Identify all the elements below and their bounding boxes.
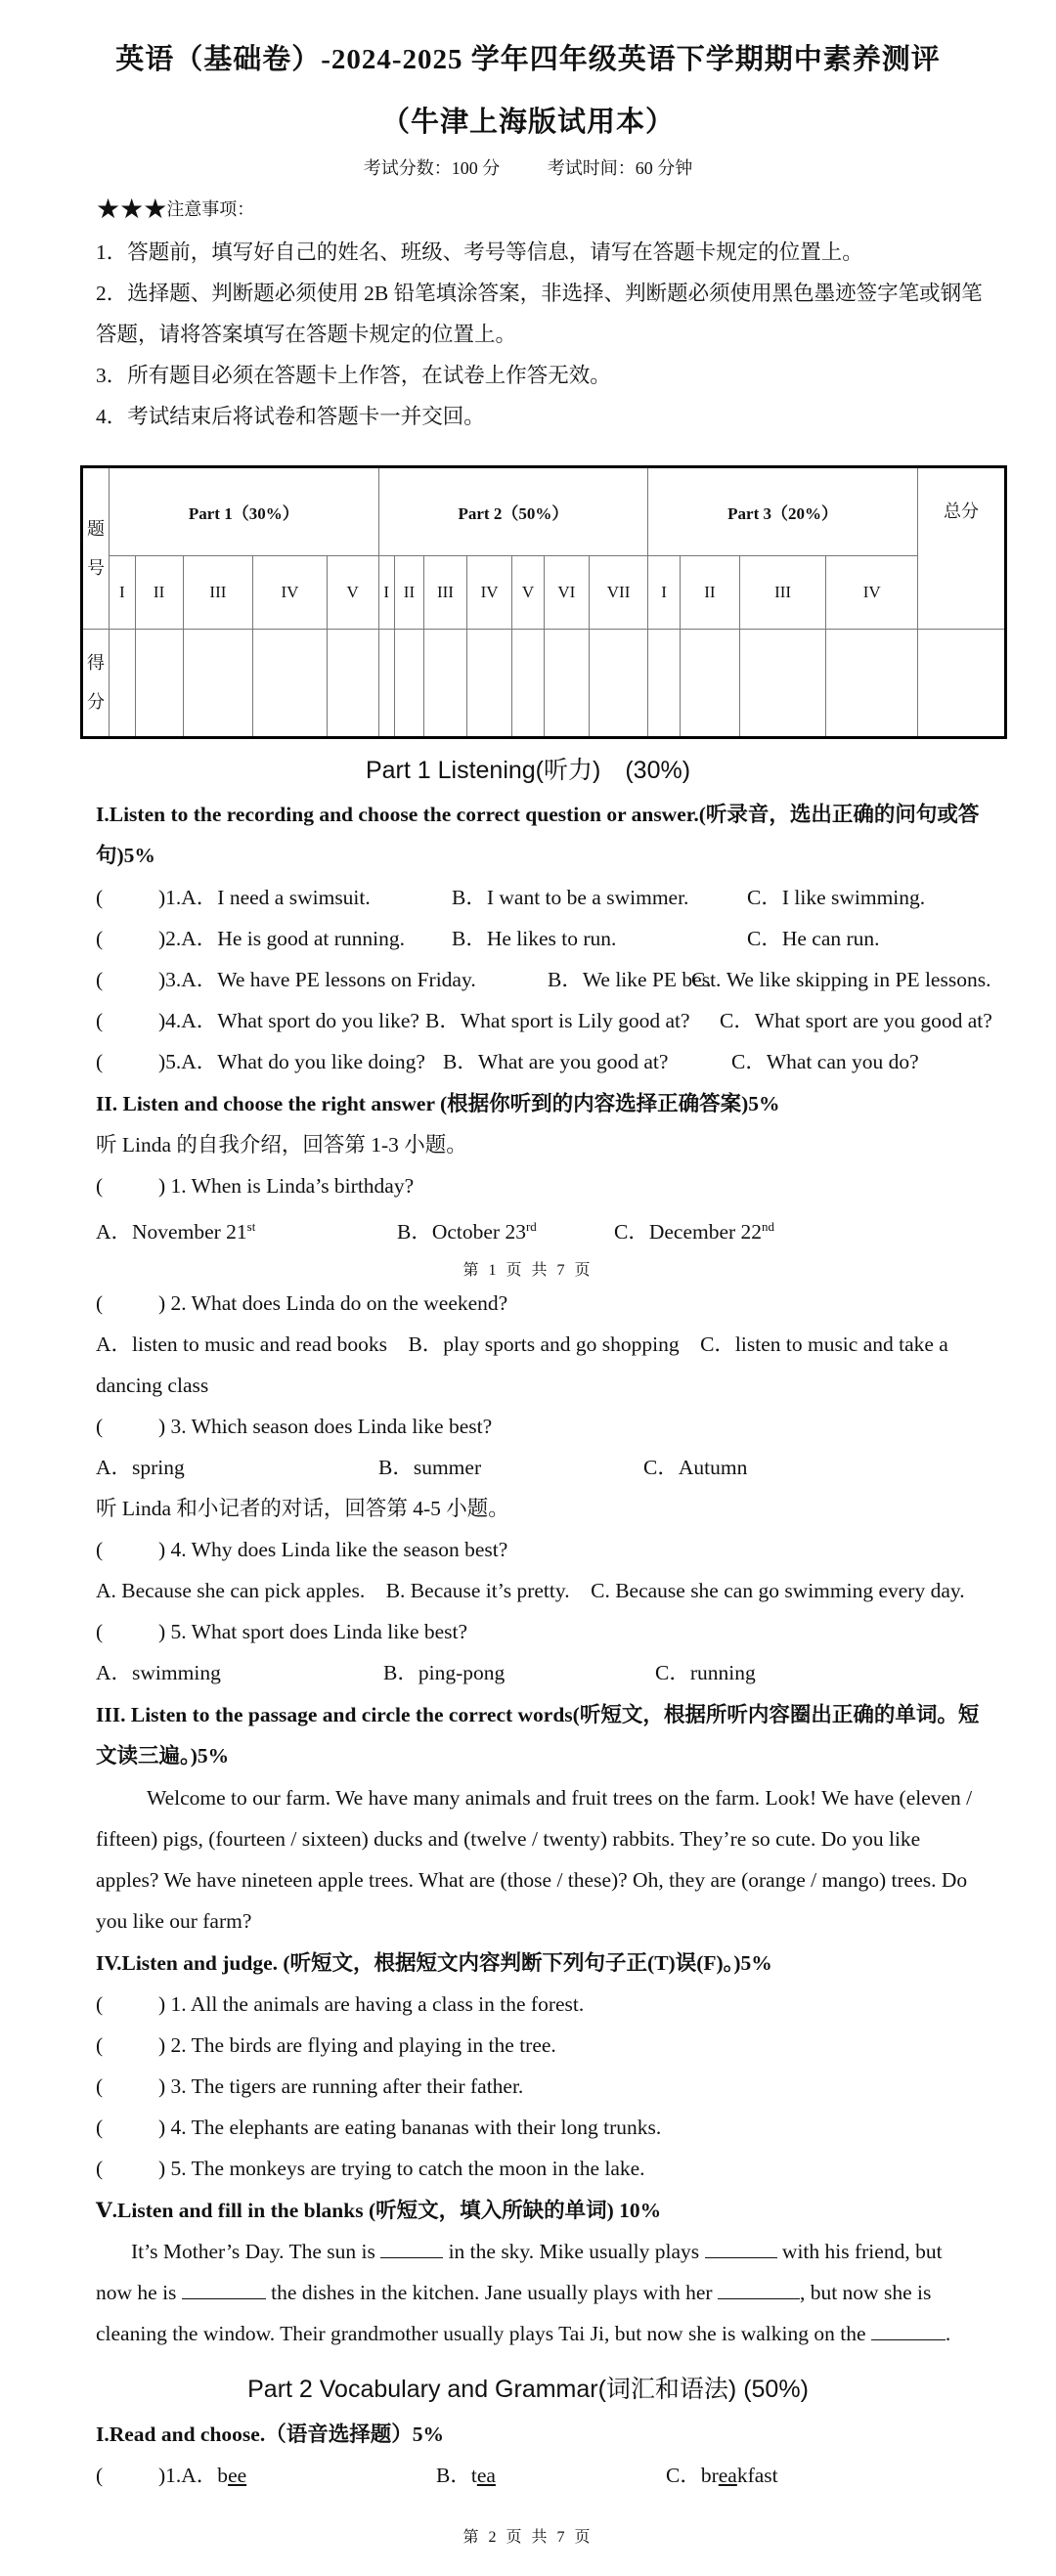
score-cell [253, 629, 327, 737]
score-table [80, 465, 1007, 739]
blank[interactable] [718, 2281, 800, 2299]
question-row [96, 1412, 999, 1441]
answer-paren: ( [96, 1538, 104, 1561]
option-b [397, 1212, 537, 1246]
fill-text: It’s Mother’s Day. The sun is [131, 2240, 375, 2263]
option-c: C．I like swimming. [747, 886, 926, 909]
option-c: C．Autumn [643, 1456, 748, 1479]
option-b: B．What are you good at? [443, 1050, 669, 1073]
fill-line [96, 2278, 999, 2307]
col-header: IV [253, 555, 327, 629]
statement-text: ) 4. The elephants are eating bananas with their long trunks. [158, 2116, 662, 2139]
option-text: C．br [666, 2464, 719, 2487]
answer-paren: ( [96, 2074, 104, 2098]
col-header: V [512, 555, 544, 629]
section3-title: III. Listen to the passage and circle the correct words(听短文，根据所听内容圈出正确的单词。短 [96, 1703, 980, 1726]
option-c [614, 1212, 774, 1246]
option-c: C．What can you do? [731, 1050, 919, 1073]
question-text: ) 3. Which season does Linda like best? [158, 1415, 493, 1438]
option-a: )4.A．What sport do you like? [158, 1009, 419, 1032]
option-a: )1.A．b [158, 2464, 229, 2487]
answer-paren: ( [96, 1050, 104, 1073]
exam-meta [0, 154, 1056, 180]
question-text: ) 4. Why does Linda like the season best? [158, 1538, 508, 1561]
part1-header: Part 1（30%） [110, 467, 379, 556]
part3-header: Part 3（20%） [648, 467, 918, 556]
score-cell [110, 629, 136, 737]
col-header: VII [589, 555, 647, 629]
option-b: B．What sport is Lily good at? [425, 1009, 690, 1032]
options-row: A．listen to music and read books B．play sports and go shopping C．listen to music and take a [96, 1332, 948, 1356]
judge-row [96, 1989, 999, 2019]
option-b [436, 2461, 496, 2490]
tihao-cell: 题号 [82, 467, 110, 630]
total-header: 总分 [918, 467, 1006, 630]
option-a: )1.A．I need a swimsuit. [158, 886, 371, 909]
notice-item: 2．选择题、判断题必须使用 2B 铅笔填涂答案，非选择、判断题必须使用黑色墨迹签字笔或钢笔 [96, 282, 983, 305]
question-row [96, 1288, 999, 1318]
fill-text: the dishes in the kitchen. Jane usually plays with her [271, 2281, 713, 2304]
section1-title: I.Listen to the recording and choose the correct question or answer.(听录音，选出正确的问句或答 [96, 803, 980, 826]
option-b: B．I want to be a swimmer. [452, 886, 689, 909]
question-row [96, 883, 999, 912]
question-row [96, 1535, 999, 1564]
part2-header: Part 2（50%） [378, 467, 648, 556]
options-row [96, 1658, 999, 1687]
passage-line: fifteen) pigs, (fourteen / sixteen) ducks and (twelve / twenty) rabbits. They’re so cute. Do you like [96, 1827, 921, 1851]
options-row [96, 1212, 999, 1246]
underlined-letters: ea [718, 2464, 737, 2487]
question-row [96, 924, 999, 953]
score-cell [394, 629, 423, 737]
answer-paren: ( [96, 968, 104, 991]
exam-subtitle: （牛津上海版试用本） [380, 107, 675, 138]
notice-item: 1．答题前，填写好自己的姓名、班级、考号等信息，请写在答题卡规定的位置上。 [96, 240, 863, 264]
option-c: C．We like skipping in PE lessons. [691, 968, 991, 991]
judge-row [96, 2113, 999, 2142]
score-cell [466, 629, 511, 737]
passage-line: you like our farm? [96, 1909, 252, 1933]
score-cell [589, 629, 647, 737]
page-number: 第 2 页 共 7 页 [462, 2529, 594, 2546]
answer-paren: ( [96, 2116, 104, 2139]
question-text: ) 5. What sport does Linda like best? [158, 1620, 468, 1643]
answer-paren: ( [96, 1291, 104, 1315]
answer-paren: ( [96, 1174, 104, 1198]
option-b: B．summer [378, 1456, 482, 1479]
question-text: ) 2. What does Linda do on the weekend? [158, 1291, 508, 1315]
underlined-letters: ea [476, 2464, 496, 2487]
section4-title: IV.Listen and judge. (听短文，根据短文内容判断下列句子正(T)误(F)。)5% [96, 1951, 772, 1975]
fill-line [131, 2237, 999, 2266]
judge-row [96, 2072, 999, 2101]
score-cell [648, 629, 681, 737]
option-text: B．October 23 [397, 1220, 526, 1244]
option-text: A．November 21 [96, 1220, 247, 1244]
col-header: III [424, 555, 467, 629]
option-a [96, 1220, 255, 1244]
statement-text: ) 1. All the animals are having a class in the forest. [158, 1992, 585, 2016]
notice-item: 答题，请将答案填写在答题卡规定的位置上。 [96, 323, 517, 346]
section2-title: II. Listen and choose the right answer (根据你听到的内容选择正确答案)5% [96, 1092, 780, 1115]
options-row: A. Because she can pick apples. B. Because it’s pretty. C. Because she can go swimming every day. [96, 1579, 965, 1602]
section5-title: Ⅴ.Listen and fill in the blanks (听短文，填入所缺的单词) 10% [96, 2199, 662, 2222]
option-b: B．We like PE best. [548, 968, 722, 991]
options-row-cont: dancing class [96, 1374, 209, 1397]
option-a: )3.A．We have PE lessons on Friday. [158, 968, 476, 991]
answer-paren: ( [96, 1992, 104, 2016]
star-icons: ★★★ [96, 195, 167, 225]
option-a: )2.A．He is good at running. [158, 927, 405, 950]
fill-text: cleaning the window. Their grandmother usually plays Tai Ji, but now she is walking on the [96, 2322, 866, 2345]
part2-section1-title: I.Read and choose.（语音选择题）5% [96, 2423, 444, 2446]
option-a: A．spring [96, 1456, 185, 1479]
time-info: 考试时间：60 分钟 [547, 158, 693, 178]
col-header: III [739, 555, 826, 629]
col-header: III [183, 555, 253, 629]
option-text: C．December 22 [614, 1220, 763, 1244]
part1-heading: Part 1 Listening(听力) (30%) [365, 757, 691, 784]
col-header: II [394, 555, 423, 629]
option-c: C．He can run. [747, 927, 880, 950]
answer-paren: ( [96, 886, 104, 909]
judge-row [96, 2154, 999, 2183]
score-cell [681, 629, 740, 737]
answer-paren: ( [96, 1620, 104, 1643]
notice-heading [96, 194, 999, 225]
notice-label: 注意事项： [166, 199, 255, 219]
score-cell [544, 629, 589, 737]
question-row [96, 1171, 999, 1201]
score-cell [378, 629, 394, 737]
fill-line [96, 2319, 999, 2348]
notice-item: 4．考试结束后将试卷和答题卡一并交回。 [96, 405, 485, 428]
col-header: I [110, 555, 136, 629]
question-text: ) 1. When is Linda’s birthday? [158, 1174, 415, 1198]
notice-item: 3．所有题目必须在答题卡上作答，在试卷上作答无效。 [96, 364, 611, 387]
fill-text: in the sky. Mike usually plays [448, 2240, 700, 2263]
question-row [96, 1006, 999, 1035]
answer-paren: ( [96, 1415, 104, 1438]
answer-paren: ( [96, 2033, 104, 2057]
score-cell [424, 629, 467, 737]
option-a: )5.A．What do you like doing? [158, 1050, 425, 1073]
total-score-cell [918, 629, 1006, 737]
option-c: C．running [655, 1661, 756, 1684]
score-cell [183, 629, 253, 737]
exam-title: 英语（基础卷）-2024-2025 学年四年级英语下学期期中素养测评 [115, 44, 941, 75]
options-row [96, 1453, 999, 1482]
statement-text: ) 5. The monkeys are trying to catch the moon in the lake. [158, 2157, 645, 2180]
ordinal-suffix: rd [525, 1219, 537, 1234]
option-text: B．t [436, 2464, 477, 2487]
score-cell [135, 629, 183, 737]
option-text: kfast [736, 2464, 778, 2487]
statement-text: ) 3. The tigers are running after their father. [158, 2074, 524, 2098]
col-header: V [327, 555, 378, 629]
fill-text: , but now she is [799, 2281, 932, 2304]
option-c: C．What sport are you good at? [720, 1009, 992, 1032]
score-cell [512, 629, 544, 737]
section2-intro: 听 Linda 和小记者的对话，回答第 4-5 小题。 [96, 1497, 509, 1520]
question-row [96, 2461, 999, 2490]
score-cell [327, 629, 378, 737]
section3-title-cont: 文读三遍。)5% [96, 1744, 230, 1768]
judge-row [96, 2030, 999, 2060]
option-b: B．ping-pong [383, 1661, 506, 1684]
passage-line: Welcome to our farm. We have many animals and fruit trees on the farm. Look! We have (eleven / [147, 1786, 973, 1810]
option-c [666, 2461, 778, 2490]
answer-paren: ( [96, 2464, 104, 2487]
col-header: IV [466, 555, 511, 629]
question-row [96, 1047, 999, 1076]
col-header: I [648, 555, 681, 629]
col-header: II [681, 555, 740, 629]
fill-text: with his friend, but [781, 2240, 943, 2263]
underlined-letters: ee [228, 2464, 247, 2487]
option-b: B．He likes to run. [452, 927, 617, 950]
blank[interactable] [380, 2240, 443, 2258]
statement-text: ) 2. The birds are flying and playing in the tree. [158, 2033, 556, 2057]
page-number: 第 1 页 共 7 页 [462, 1262, 594, 1279]
col-header: IV [826, 555, 918, 629]
blank[interactable] [871, 2322, 946, 2340]
fill-text: now he is [96, 2281, 177, 2304]
defen-cell: 得分 [82, 629, 110, 737]
fill-text: . [945, 2322, 951, 2345]
passage-line: apples? We have nineteen apple trees. What are (those / these)? Oh, they are (orange / mango) trees. Do [96, 1868, 968, 1892]
col-header: I [378, 555, 394, 629]
part2-heading: Part 2 Vocabulary and Grammar(词汇和语法) (50%) [247, 2376, 809, 2403]
blank[interactable] [705, 2240, 777, 2258]
score-info: 考试分数：100 分 [363, 158, 501, 178]
answer-paren: ( [96, 2157, 104, 2180]
question-row [96, 965, 999, 994]
col-header: VI [544, 555, 589, 629]
blank[interactable] [182, 2281, 266, 2299]
option-a: A．swimming [96, 1661, 221, 1684]
score-cell [826, 629, 918, 737]
answer-paren: ( [96, 1009, 104, 1032]
section2-intro: 听 Linda 的自我介绍，回答第 1-3 小题。 [96, 1133, 467, 1157]
score-cell [739, 629, 826, 737]
ordinal-suffix: st [246, 1219, 256, 1234]
question-row [96, 1617, 999, 1646]
ordinal-suffix: nd [762, 1219, 775, 1234]
col-header: II [135, 555, 183, 629]
answer-paren: ( [96, 927, 104, 950]
section1-title-cont: 句)5% [96, 844, 155, 867]
